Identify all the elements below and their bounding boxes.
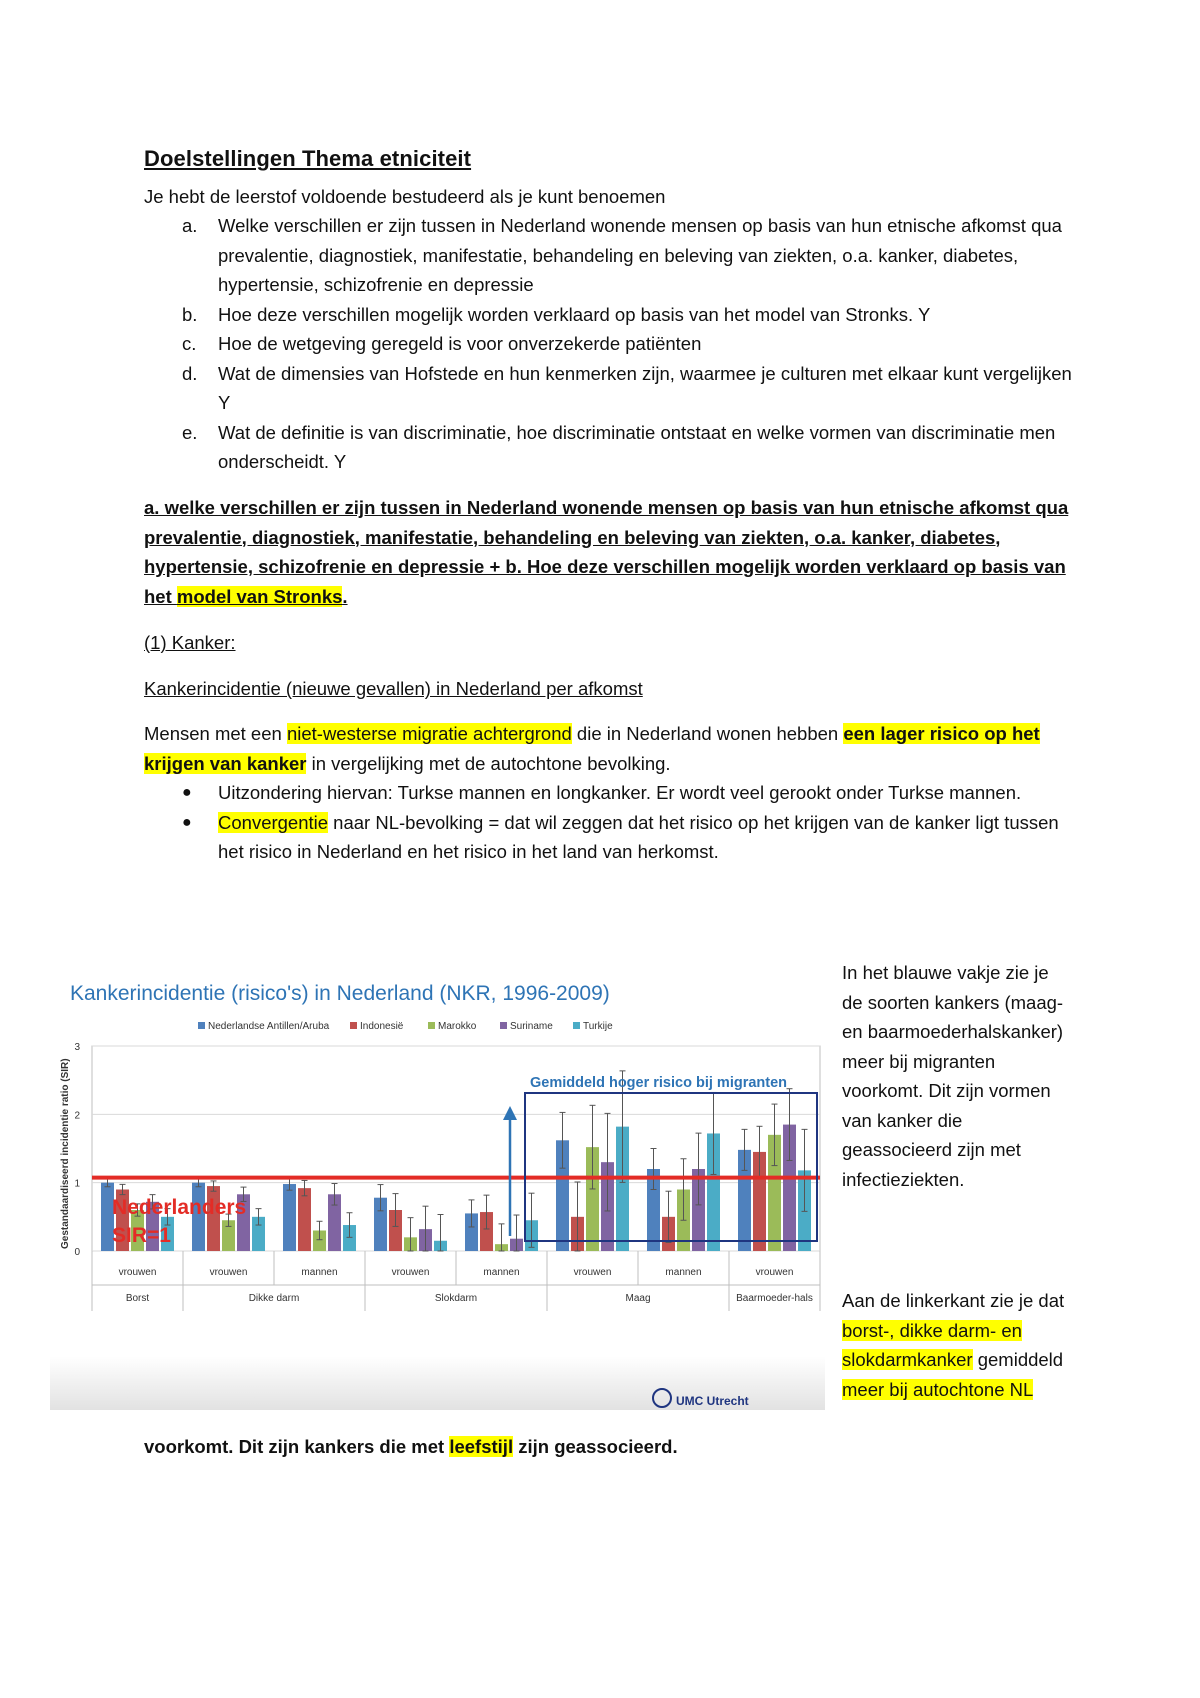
x-tick-label: mannen [301,1267,338,1278]
page-title: Doelstellingen Thema etniciteit [144,146,472,171]
highlight-convergentie: Convergentie [218,811,329,833]
y-tick-label: 2 [74,1110,80,1122]
goal-item [144,329,1074,359]
group-label: Borst [125,1293,150,1304]
reference-label-nederlanders: Nederlanders [112,1196,247,1219]
legend-label: Suriname [510,1021,553,1032]
bar [283,1184,296,1251]
highlight-autochtone: meer bij autochtone NL [842,1378,1034,1400]
after-text: voorkomt. Dit zijn kankers die met [144,1436,450,1457]
goal-text: Hoe deze verschillen mogelijk worden verklaard op basis van het model van Stronks. Y [218,303,931,325]
x-tick-label: vrouwen [391,1267,430,1278]
legend-swatch [428,1022,435,1029]
bar [298,1188,311,1251]
goals-list [144,211,1074,477]
umc-logo-icon [653,1389,671,1407]
para-text: die in Nederland wonen hebben [571,723,844,744]
goal-label: c. [182,333,197,354]
chart-svg [50,964,825,1410]
y-tick-label: 0 [74,1247,80,1258]
legend-label: Nederlandse Antillen/Aruba [208,1021,330,1032]
after-text: zijn geassocieerd. [513,1436,678,1457]
highlight-migration: niet-westerse migratie achtergrond [286,723,572,744]
section-kanker: (1) Kanker: [144,632,236,653]
goal-item [144,359,1074,418]
migrant-risk-label: Gemiddeld hoger risico bij migranten [530,1075,788,1091]
highlight-lower-risk: een lager risico op het krijgen van kanker [144,723,1040,774]
x-tick-label: vrouwen [118,1267,157,1278]
after-chart-text [144,1432,678,1462]
goal-text: Wat de definitie is van discriminatie, hoe discriminatie ontstaat en welke vormen van discriminatie men onderscheidt. Y [218,421,1056,472]
bullet-icon: ● [182,784,192,801]
goal-item [144,418,1074,477]
side-note-blue-box: In het blauwe vakje zie je de soorten kankers (maag- en baarmoederhalskanker) meer bij migranten voorkomt. Dit zijn vormen van kanker die geassocieerd zijn met infectieziekten. [842,962,1064,1190]
highlight-cancers: borst-, dikke darm- en slokdarmkanker [842,1319,1022,1370]
highlight-leefstijl: leefstijl [449,1436,514,1457]
group-label: Slokdarm [434,1293,478,1304]
bullet-icon: ● [182,813,192,831]
goal-label: a. [182,215,198,236]
goal-text: Welke verschillen er zijn tussen in Nederland wonende mensen op basis van hun etnische afkomst qua prevalentie, diagnostiek, manifestatie, behandeling en beleving van ziekten, o.a. kanker, diabetes, hypertensie, schizofrenie en depressie [218,215,1062,295]
x-tick-label: mannen [665,1267,702,1278]
legend-swatch [573,1022,580,1029]
goal-text: Wat de dimensies van Hofstede en hun kenmerken zijn, waarmee je culturen met elkaar kunt vergelijken Y [218,362,1072,413]
group-label: Baarmoeder-hals [736,1293,813,1304]
y-tick-label: 1 [74,1178,80,1190]
legend-swatch [198,1022,205,1029]
bullet-item [144,808,1074,867]
legend-label: Marokko [438,1021,477,1032]
legend-label: Indonesië [360,1021,404,1032]
umc-logo [653,1389,749,1408]
chart-title: Kankerincidentie (risico's) in Nederland (NKR, 1996-2009) [70,982,610,1005]
bullet-text: Uitzondering hiervan: Turkse mannen en longkanker. Er wordt veel gerookt onder Turkse mannen. [218,782,1022,803]
subsection-title: Kankerincidentie (nieuwe gevallen) in Nederland per afkomst [144,678,643,699]
section-heading-end: . [342,585,348,607]
y-tick-label: 3 [74,1042,80,1053]
x-tick-label: vrouwen [573,1267,612,1278]
goal-item [144,211,1074,300]
umc-logo-text: UMC Utrecht [676,1394,749,1408]
group-label: Dikke darm [248,1293,300,1304]
x-tick-label: mannen [483,1267,520,1278]
chart-legend [198,1021,613,1032]
y-axis-label: Gestandaardiseerd incidentie ratio (SIR) [60,1058,71,1249]
goal-label: e. [182,421,198,443]
section-heading-text: a. welke verschillen er zijn tussen in Nederland wonende mensen op basis van hun etnische afkomst qua prevalentie, diagnostiek, manifestatie, behandeling en beleving van ziekten, o.a. kanker, diabetes, hypertensie, schizofrenie en depressie + b. Hoe deze verschillen mogelijk worden verklaard op basis van het [144,497,1069,607]
goal-text: Hoe de wetgeving geregeld is voor onverzekerde patiënten [218,333,702,354]
goal-item [144,300,1074,330]
side-text: Aan de linkerkant zie je dat [842,1290,1065,1311]
goal-label: d. [182,362,198,384]
side-note-left [842,1286,1072,1404]
section-heading [144,493,1074,611]
paragraph-risk [144,719,1079,778]
goal-label: b. [182,303,198,325]
intro-text: Je hebt de leerstof voldoende bestudeerd als je kunt benoemen [144,186,666,207]
bullet-item [144,778,1074,808]
bullet-list [144,778,1074,867]
bullet-text: naar NL-bevolking = dat wil zeggen dat het risico op het krijgen van de kanker ligt tussen het risico in Nederland en het risico in het land van herkomst. [218,811,1059,862]
up-arrow-icon [503,1106,517,1120]
legend-label: Turkije [583,1021,613,1032]
para-text: in vergelijking met de autochtone bevolking. [306,752,671,774]
reference-label-sir: SIR=1 [112,1224,171,1247]
side-text: gemiddeld [972,1349,1064,1370]
legend-swatch [350,1022,357,1029]
para-text: Mensen met een [144,723,287,744]
group-label: Maag [625,1293,651,1304]
x-tick-label: vrouwen [755,1267,794,1278]
cancer-incidence-chart [50,964,825,1410]
x-tick-label: vrouwen [209,1267,248,1278]
highlight-model-stronks: model van Stronks [176,585,343,607]
legend-swatch [500,1022,507,1029]
